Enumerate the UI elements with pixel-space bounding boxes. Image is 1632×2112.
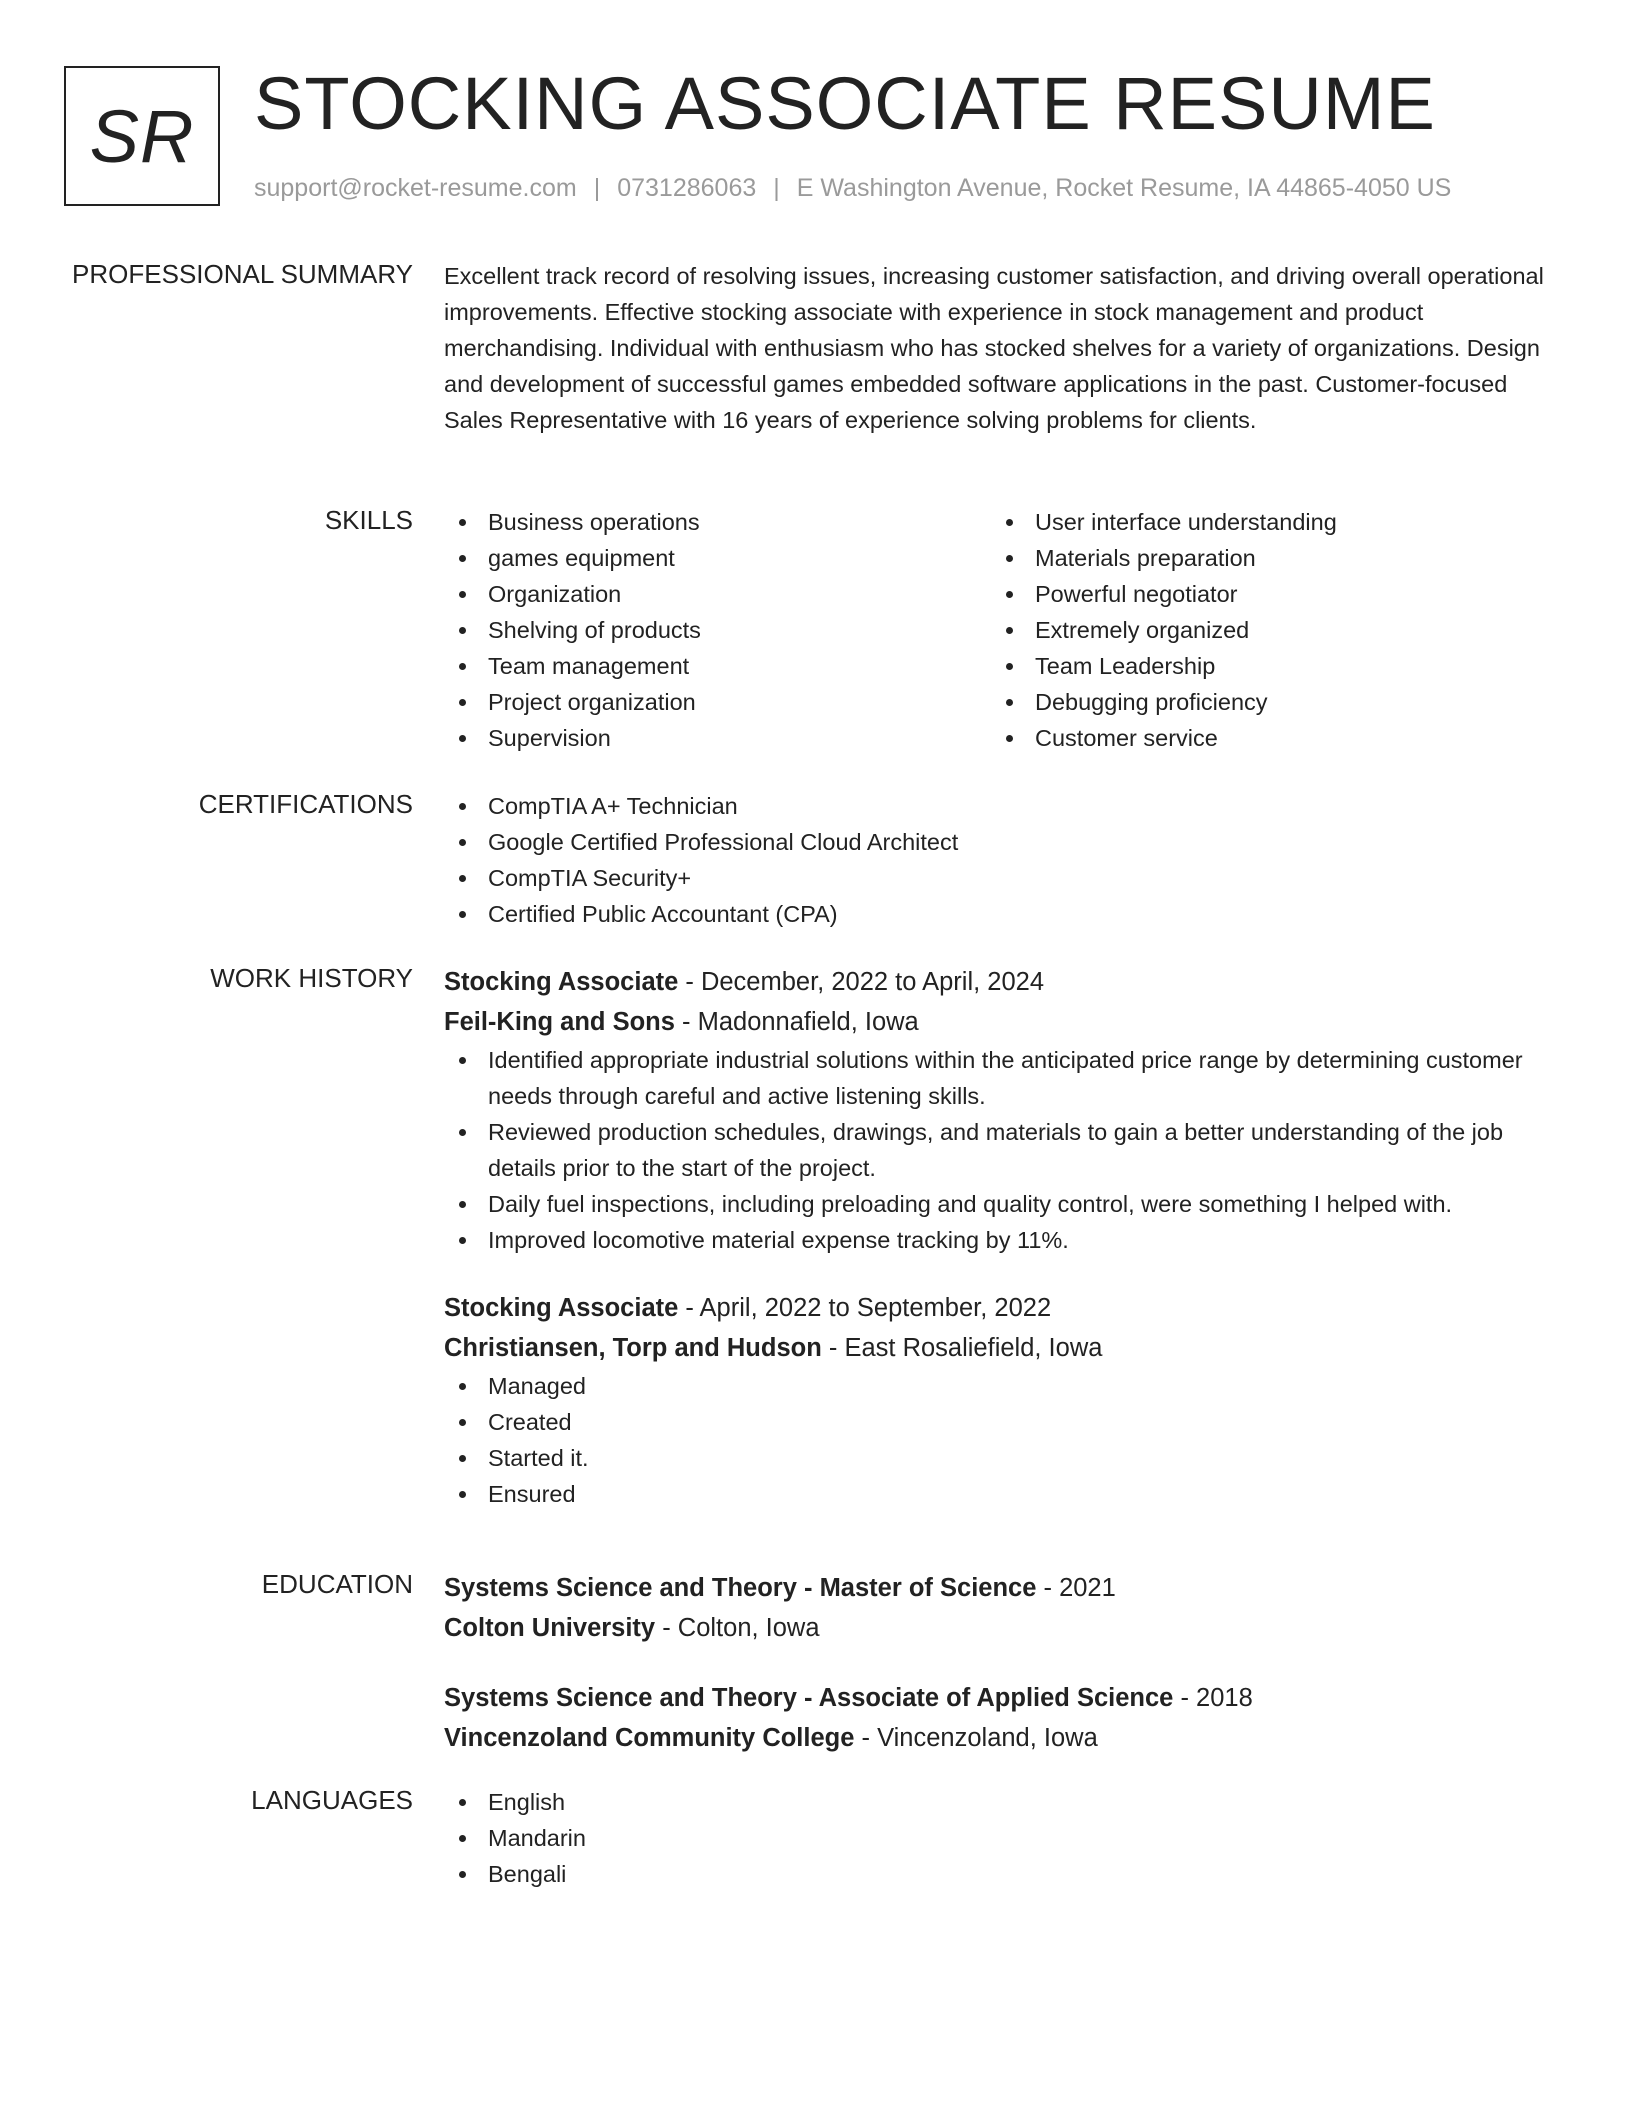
job-duty-item: Daily fuel inspections, including preloading and quality control, were something I helped with.	[444, 1186, 1559, 1222]
language-item: Bengali	[444, 1856, 1559, 1892]
skill-item: Business operations	[444, 504, 991, 540]
certification-item: CompTIA A+ Technician	[444, 788, 1559, 824]
education-year: - 2018	[1173, 1684, 1253, 1712]
contact-separator: |	[593, 174, 601, 202]
section-title: CERTIFICATIONS	[198, 789, 413, 819]
skill-item: User interface understanding	[991, 504, 1551, 540]
education-location: - Colton, Iowa	[655, 1614, 820, 1642]
education-degree: Systems Science and Theory - Master of Science	[444, 1574, 1037, 1602]
skills-column-1	[444, 504, 991, 756]
job-location: - East Rosaliefield, Iowa	[821, 1334, 1103, 1362]
certification-item: CompTIA Security+	[444, 860, 1559, 896]
certification-item: Certified Public Accountant (CPA)	[444, 896, 1559, 932]
job-dates: - December, 2022 to April, 2024	[678, 968, 1045, 996]
monogram-logo: SR	[64, 66, 220, 206]
education-degree-line	[444, 1678, 1559, 1718]
job-company-line	[444, 1328, 1559, 1368]
job-company: Feil-King and Sons	[444, 1008, 675, 1036]
skill-item: Extremely organized	[991, 612, 1551, 648]
education-school-line	[444, 1718, 1559, 1758]
skill-item: Project organization	[444, 684, 991, 720]
resume-title: STOCKING ASSOCIATE RESUME	[254, 62, 1436, 145]
summary-text: Excellent track record of resolving issues, increasing customer satisfaction, and driving overall operational improvements. Effective stocking associate with experience in stock management and product merchandising. Individual with enthusiasm who has stocked shelves for a variety of organizations. Design and development of successful games embedded software applications in the past. Customer-focused Sales Representative with 16 years of experience solving problems for clients.	[444, 263, 1544, 433]
languages-list	[444, 1784, 1559, 1892]
contact-line	[254, 174, 1451, 203]
job-duties-list	[444, 1368, 1559, 1512]
skill-item: Materials preparation	[991, 540, 1551, 576]
skill-item: Debugging proficiency	[991, 684, 1551, 720]
skill-item: Supervision	[444, 720, 991, 756]
job-duty-item: Reviewed production schedules, drawings, and materials to gain a better understanding of the job details prior to the start of the project.	[444, 1114, 1559, 1186]
resume-header	[64, 62, 1564, 208]
education-school: Vincenzoland Community College	[444, 1724, 855, 1752]
skill-item: Organization	[444, 576, 991, 612]
section-title: SKILLS	[324, 505, 413, 535]
section-title: PROFESSIONAL SUMMARY	[72, 259, 413, 289]
education-entry	[444, 1568, 1559, 1648]
job-entry	[444, 1288, 1559, 1512]
skill-item: Shelving of products	[444, 612, 991, 648]
skill-item: Powerful negotiator	[991, 576, 1551, 612]
job-company-line	[444, 1002, 1559, 1042]
language-item: Mandarin	[444, 1820, 1559, 1856]
job-dates: - April, 2022 to September, 2022	[678, 1294, 1052, 1322]
job-duty-item: Ensured	[444, 1476, 1559, 1512]
skill-item: Team Leadership	[991, 648, 1551, 684]
skill-item: Customer service	[991, 720, 1551, 756]
certifications-list	[444, 788, 1559, 932]
job-role: Stocking Associate	[444, 968, 679, 996]
education-entry	[444, 1678, 1559, 1758]
job-entry	[444, 962, 1559, 1258]
education-location: - Vincenzoland, Iowa	[854, 1724, 1098, 1752]
education-school-line	[444, 1608, 1559, 1648]
language-item: English	[444, 1784, 1559, 1820]
contact-phone: 0731286063	[617, 174, 757, 202]
job-title-line	[444, 962, 1559, 1002]
certification-item: Google Certified Professional Cloud Architect	[444, 824, 1559, 860]
job-duty-item: Created	[444, 1404, 1559, 1440]
education-year: - 2021	[1036, 1574, 1116, 1602]
job-company: Christiansen, Torp and Hudson	[444, 1334, 822, 1362]
education-degree-line	[444, 1568, 1559, 1608]
contact-email: support@rocket-resume.com	[254, 174, 577, 202]
section-title: LANGUAGES	[251, 1785, 413, 1815]
skill-item: games equipment	[444, 540, 991, 576]
job-title-line	[444, 1288, 1559, 1328]
education-school: Colton University	[444, 1614, 656, 1642]
skill-item: Team management	[444, 648, 991, 684]
job-role: Stocking Associate	[444, 1294, 679, 1322]
job-duty-item: Started it.	[444, 1440, 1559, 1476]
skills-column-2	[991, 504, 1551, 756]
education-degree: Systems Science and Theory - Associate of Applied Science	[444, 1684, 1174, 1712]
job-duty-item: Improved locomotive material expense tracking by 11%.	[444, 1222, 1559, 1258]
job-location: - Madonnafield, Iowa	[674, 1008, 919, 1036]
section-title: EDUCATION	[261, 1569, 413, 1599]
section-title: WORK HISTORY	[210, 963, 413, 993]
contact-separator: |	[773, 174, 780, 202]
job-duty-item: Identified appropriate industrial solutions within the anticipated price range by determining customer needs through careful and active listening skills.	[444, 1042, 1559, 1114]
job-duty-item: Managed	[444, 1368, 1559, 1404]
contact-address: E Washington Avenue, Rocket Resume, IA 44865-4050 US	[796, 174, 1452, 202]
job-duties-list	[444, 1042, 1559, 1258]
